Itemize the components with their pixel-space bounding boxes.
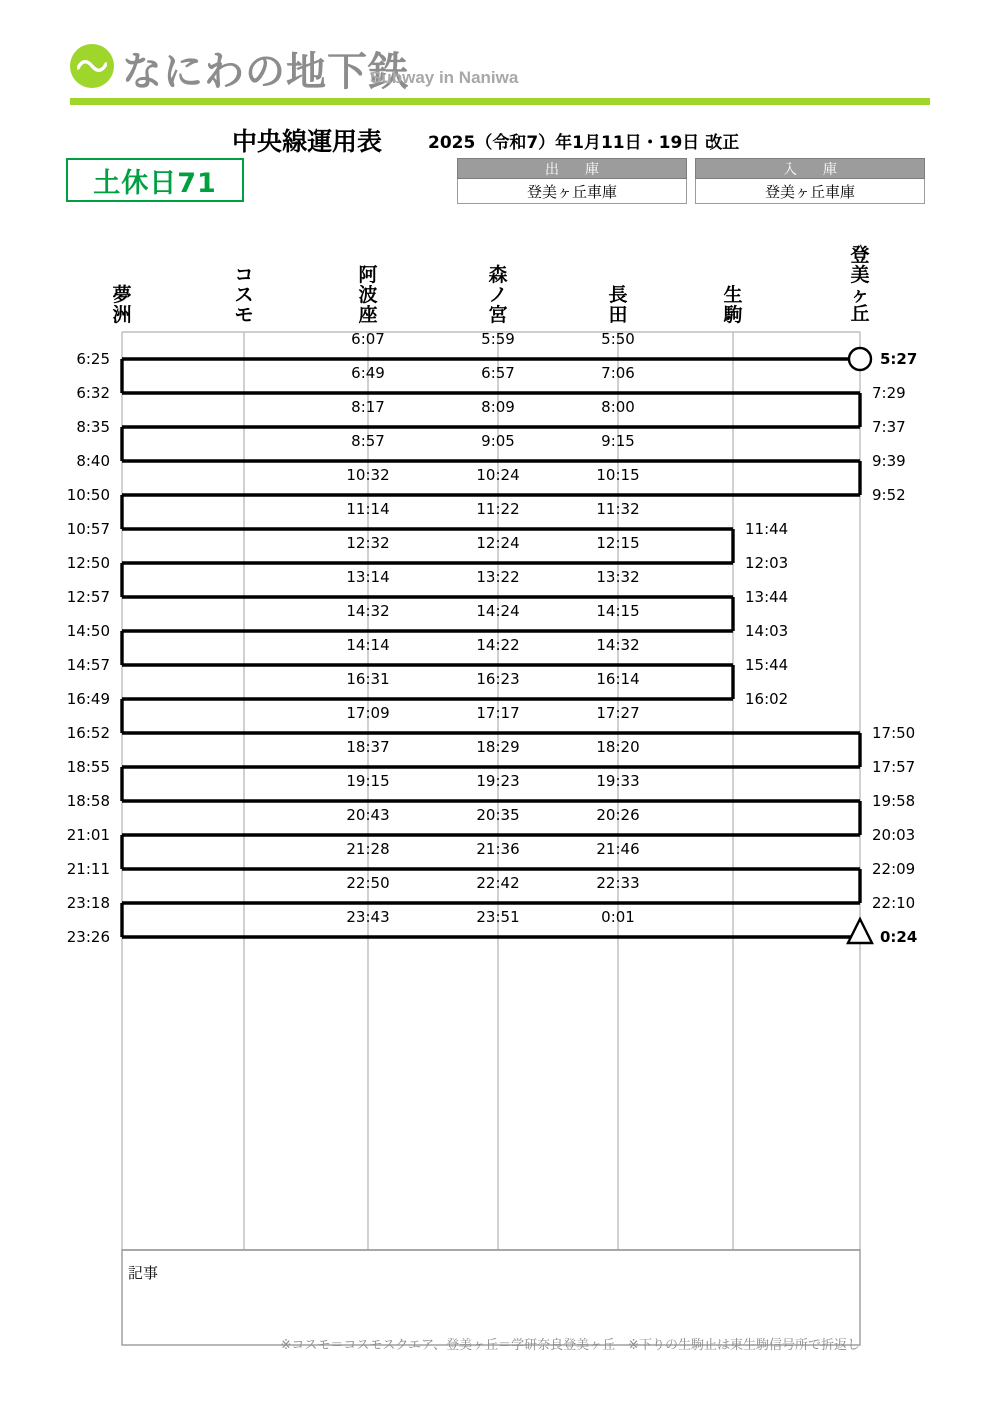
brand-subtitle: Subway in Naniwa bbox=[370, 68, 519, 87]
time-16-yumeshima: 23:18 bbox=[66, 894, 110, 912]
time-10-ikoma: 16:02 bbox=[745, 690, 789, 708]
time-1-長田: 7:06 bbox=[601, 364, 635, 382]
time-15-阿波座: 21:28 bbox=[346, 840, 390, 858]
time-4-阿波座: 10:32 bbox=[346, 466, 390, 484]
time-5-yumeshima: 10:57 bbox=[66, 520, 110, 538]
time-0-森ノ宮: 5:59 bbox=[481, 330, 515, 348]
time-0-阿波座: 6:07 bbox=[351, 330, 385, 348]
station-header-char: 丘 bbox=[850, 303, 870, 326]
time-14-長田: 20:26 bbox=[596, 806, 640, 824]
time-13-阿波座: 19:15 bbox=[346, 772, 390, 790]
depot-start-circle-icon bbox=[849, 348, 871, 370]
time-17-阿波座: 23:43 bbox=[346, 908, 390, 926]
station-header-char: 座 bbox=[358, 303, 378, 326]
time-1-tomigaoka: 7:29 bbox=[872, 384, 906, 402]
time-14-tomigaoka: 20:03 bbox=[872, 826, 916, 844]
time-17-yumeshima: 23:26 bbox=[66, 928, 110, 946]
station-header-char: コ bbox=[234, 264, 254, 286]
time-4-tomigaoka: 9:52 bbox=[872, 486, 906, 504]
time-6-長田: 12:15 bbox=[596, 534, 640, 552]
station-header-char: ヶ bbox=[850, 283, 870, 306]
time-1-阿波座: 6:49 bbox=[351, 364, 385, 382]
time-8-阿波座: 14:32 bbox=[346, 602, 390, 620]
time-16-阿波座: 22:50 bbox=[346, 874, 390, 892]
depot-out-label: 出 庫 bbox=[457, 158, 687, 179]
time-17-長田: 0:01 bbox=[601, 908, 635, 926]
time-6-ikoma: 12:03 bbox=[745, 554, 789, 572]
time-12-長田: 18:20 bbox=[596, 738, 640, 756]
notes-footer-text: ※コスモ＝コスモスクエア、登美ヶ丘＝学研奈良登美ヶ丘 ※下りの生駒止は東生駒信号所で折返し bbox=[280, 1338, 860, 1353]
time-8-長田: 14:15 bbox=[596, 602, 640, 620]
depot-out-value: 登美ヶ丘車庫 bbox=[457, 179, 687, 204]
brand-name: なにわの地下鉄 bbox=[122, 49, 409, 95]
time-7-森ノ宮: 13:22 bbox=[476, 568, 520, 586]
time-11-森ノ宮: 17:17 bbox=[476, 704, 520, 722]
station-header-char: 宮 bbox=[488, 303, 508, 326]
notes-label: 記事 bbox=[128, 1264, 159, 1282]
notes-box bbox=[122, 1250, 860, 1345]
time-13-森ノ宮: 19:23 bbox=[476, 772, 520, 790]
time-13-yumeshima: 18:58 bbox=[66, 792, 110, 810]
station-header-char: 洲 bbox=[112, 303, 132, 326]
time-15-長田: 21:46 bbox=[596, 840, 640, 858]
time-1-yumeshima: 6:32 bbox=[76, 384, 110, 402]
time-12-森ノ宮: 18:29 bbox=[476, 738, 520, 756]
time-13-tomigaoka: 19:58 bbox=[872, 792, 916, 810]
time-9-ikoma: 15:44 bbox=[745, 656, 789, 674]
station-header-char: 阿 bbox=[358, 264, 378, 286]
time-7-ikoma: 13:44 bbox=[745, 588, 789, 606]
time-11-長田: 17:27 bbox=[596, 704, 640, 722]
time-8-ikoma: 14:03 bbox=[745, 622, 789, 640]
time-12-yumeshima: 18:55 bbox=[66, 758, 110, 776]
time-6-阿波座: 12:32 bbox=[346, 534, 390, 552]
time-15-森ノ宮: 21:36 bbox=[476, 840, 520, 858]
time-2-長田: 8:00 bbox=[601, 398, 635, 416]
time-3-長田: 9:15 bbox=[601, 432, 635, 450]
time-9-阿波座: 14:14 bbox=[346, 636, 390, 654]
time-10-yumeshima: 16:49 bbox=[66, 690, 110, 708]
time-11-tomigaoka: 17:50 bbox=[872, 724, 916, 742]
time-5-阿波座: 11:14 bbox=[346, 500, 390, 518]
station-header-char: モ bbox=[234, 303, 254, 326]
station-header-char: 美 bbox=[850, 263, 870, 286]
station-header-char: 森 bbox=[488, 264, 508, 286]
time-1-森ノ宮: 6:57 bbox=[481, 364, 515, 382]
depot-in-value: 登美ヶ丘車庫 bbox=[695, 179, 925, 204]
time-12-tomigaoka: 17:57 bbox=[872, 758, 916, 776]
station-header-char: 夢 bbox=[112, 284, 132, 306]
time-2-yumeshima: 8:35 bbox=[76, 418, 110, 436]
station-header-char: 登 bbox=[850, 244, 870, 266]
time-16-森ノ宮: 22:42 bbox=[476, 874, 520, 892]
revision-date: 2025（令和7）年1月11日・19日 改正 bbox=[428, 133, 740, 153]
depot-end-triangle-icon bbox=[848, 919, 872, 943]
station-header-char: ス bbox=[234, 283, 254, 306]
time-8-森ノ宮: 14:24 bbox=[476, 602, 520, 620]
time-13-長田: 19:33 bbox=[596, 772, 640, 790]
depot-in-label: 入 庫 bbox=[695, 158, 925, 179]
time-2-森ノ宮: 8:09 bbox=[481, 398, 515, 416]
time-5-森ノ宮: 11:22 bbox=[476, 500, 520, 518]
time-9-yumeshima: 14:57 bbox=[66, 656, 110, 674]
time-17-tomigaoka: 0:24 bbox=[880, 928, 918, 946]
time-14-阿波座: 20:43 bbox=[346, 806, 390, 824]
time-7-長田: 13:32 bbox=[596, 568, 640, 586]
time-0-長田: 5:50 bbox=[601, 330, 635, 348]
time-0-yumeshima: 6:25 bbox=[76, 350, 110, 368]
time-9-森ノ宮: 14:22 bbox=[476, 636, 520, 654]
station-header-char: 駒 bbox=[723, 303, 743, 326]
time-5-ikoma: 11:44 bbox=[745, 520, 789, 538]
time-5-長田: 11:32 bbox=[596, 500, 640, 518]
time-8-yumeshima: 14:50 bbox=[66, 622, 110, 640]
time-17-森ノ宮: 23:51 bbox=[476, 908, 520, 926]
station-header-char: 長 bbox=[608, 284, 628, 306]
time-3-阿波座: 8:57 bbox=[351, 432, 385, 450]
time-7-阿波座: 13:14 bbox=[346, 568, 390, 586]
time-14-yumeshima: 21:01 bbox=[66, 826, 110, 844]
time-16-長田: 22:33 bbox=[596, 874, 640, 892]
station-header-char: 田 bbox=[608, 303, 628, 326]
time-4-長田: 10:15 bbox=[596, 466, 640, 484]
diagram-number-badge: 土休日71 bbox=[66, 158, 244, 202]
time-16-tomigaoka: 22:10 bbox=[872, 894, 916, 912]
time-10-長田: 16:14 bbox=[596, 670, 640, 688]
time-7-yumeshima: 12:57 bbox=[66, 588, 110, 606]
page-title: 中央線運用表 bbox=[232, 127, 383, 156]
time-11-阿波座: 17:09 bbox=[346, 704, 390, 722]
time-4-森ノ宮: 10:24 bbox=[476, 466, 520, 484]
time-4-yumeshima: 10:50 bbox=[66, 486, 110, 504]
station-header-char: 波 bbox=[358, 283, 378, 306]
time-3-森ノ宮: 9:05 bbox=[481, 432, 515, 450]
time-2-阿波座: 8:17 bbox=[351, 398, 385, 416]
time-6-森ノ宮: 12:24 bbox=[476, 534, 520, 552]
time-10-森ノ宮: 16:23 bbox=[476, 670, 520, 688]
time-9-長田: 14:32 bbox=[596, 636, 640, 654]
time-15-tomigaoka: 22:09 bbox=[872, 860, 916, 878]
time-14-森ノ宮: 20:35 bbox=[476, 806, 520, 824]
time-3-yumeshima: 8:40 bbox=[76, 452, 110, 470]
time-12-阿波座: 18:37 bbox=[346, 738, 390, 756]
time-6-yumeshima: 12:50 bbox=[66, 554, 110, 572]
time-11-yumeshima: 16:52 bbox=[66, 724, 110, 742]
time-0-tomigaoka: 5:27 bbox=[880, 350, 918, 368]
time-15-yumeshima: 21:11 bbox=[66, 860, 110, 878]
time-2-tomigaoka: 7:37 bbox=[872, 418, 906, 436]
time-10-阿波座: 16:31 bbox=[346, 670, 390, 688]
station-header-char: ノ bbox=[488, 283, 508, 306]
time-3-tomigaoka: 9:39 bbox=[872, 452, 906, 470]
station-header-char: 生 bbox=[723, 284, 743, 306]
